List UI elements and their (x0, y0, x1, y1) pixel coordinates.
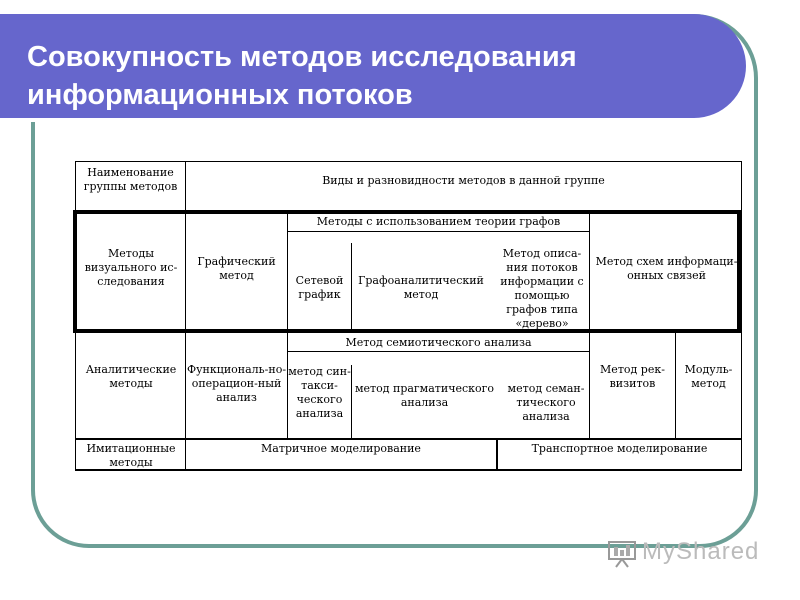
analytic-group: Аналитические методы (85, 363, 177, 390)
functional-analysis: Функциональ-но-операцион-ный анализ (186, 363, 287, 404)
info-links-scheme-method: Метод схем информаци-онных связей (595, 255, 738, 282)
graphic-method: Графический метод (197, 255, 276, 282)
divider (287, 351, 589, 352)
myshared-logo (606, 538, 766, 568)
requisites-method: Метод рек-визитов (600, 363, 665, 390)
graph-theory-methods: Методы с использованием теории графов (316, 215, 561, 228)
title-underline (0, 118, 706, 122)
presentation-board-icon (606, 538, 638, 568)
tree-graph-method: Метод описа-ния потоков информации с помощью графов типа «дерево» (500, 247, 584, 330)
divider (589, 213, 590, 331)
table-border-top (75, 161, 742, 162)
network-graph: Сетевой график (295, 274, 344, 301)
title-bar (0, 14, 746, 118)
semiotic-analysis-method: Метод семиотического анализа (345, 336, 532, 349)
pragmatic-analysis-method: метод прагматического анализа (354, 382, 495, 409)
header-group-name: Наименование группы методов (83, 166, 178, 193)
semantic-analysis-method: метод семан-тического анализа (507, 382, 585, 423)
grapho-analytic-method: Графоаналитический метод (358, 274, 484, 301)
visual-group: Методы визуального ис-следования (84, 247, 178, 288)
methods-table (75, 161, 742, 470)
transport-modeling: Транспортное моделирование (531, 442, 708, 455)
slide-title: Совокупность методов исследования информационных потоков (27, 41, 577, 111)
matrix-modeling: Матричное моделирование (261, 442, 421, 455)
syntactic-analysis-method: метод син-такси-ческого анализа (288, 365, 351, 420)
header-kinds: Виды и разновидности методов в данной группе (322, 174, 605, 187)
logo-text: MyShared (642, 538, 760, 565)
divider (75, 438, 742, 440)
module-method: Модуль-метод (684, 363, 733, 390)
table-border-right (741, 161, 742, 470)
divider (287, 231, 589, 232)
imitation-group: Имитационные методы (86, 442, 176, 469)
